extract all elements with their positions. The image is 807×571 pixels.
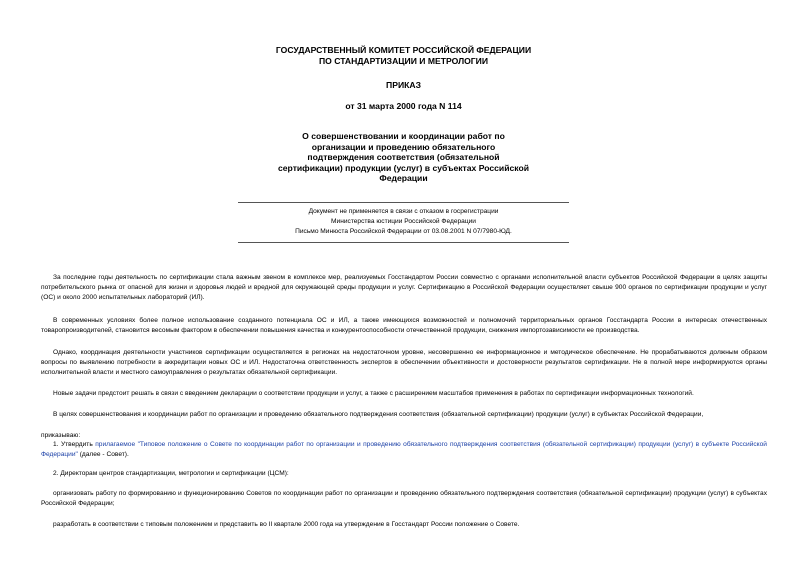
document-type: ПРИКАЗ bbox=[386, 80, 421, 90]
notice-line-3: Письмо Минюста Российской Федерации от 03.08.2001 N 07/7980-ЮД. bbox=[295, 228, 512, 235]
paragraph-2: В современных условиях более полное использование созданного потенциала ОС и ИЛ, а также имеющихся возможностей и полномочий территориальных органов Госстандарта России в интересах отечественных товаропроизводителей, становится весомым фактором в обеспечении повышения качества и конкурентоспособности отечественной продукции, снижения импортозависимости ее производства. bbox=[41, 317, 767, 335]
paragraph-3: Однако, координация деятельности участников сертификации осуществляется в регионах на недостаточном уровне, несовершенно ее информационное и методическое обеспечение. Не прорабатываются должным образом вопросы по выявлению потребности в аккредитации новых ОС и ИЛ. Недостаточна ответственность экспертов в обеспечении объективности и достоверности результатов сертификации. Не в полной мере информируются органы исполнительной власти и местного самоуправления о результатах обязательной сертификации. bbox=[41, 349, 767, 377]
document-date-number: от 31 марта 2000 года N 114 bbox=[345, 101, 462, 111]
notice-line-2: Министерства юстиции Российской Федерации bbox=[331, 218, 476, 225]
notice-line-1: Документ не применяется в связи с отказом в госрегистрации bbox=[308, 208, 499, 215]
status-notice bbox=[238, 202, 569, 243]
authority-line-1: ГОСУДАРСТВЕННЫЙ КОМИТЕТ РОССИЙСКОЙ ФЕДЕРАЦИИ bbox=[275, 45, 532, 55]
item-1-prefix: 1. Утвердить bbox=[53, 441, 93, 448]
paragraph-item-2-b: разработать в соответствии с типовым положением и представить во II квартале 2000 года на утверждение в Госстандарт России положение о Совете. bbox=[53, 521, 520, 528]
paragraph-item-2: 2. Директорам центров стандартизации, метрологии и сертификации (ЦСМ): bbox=[53, 470, 289, 477]
paragraph-order-word: приказываю: bbox=[41, 432, 81, 439]
paragraph-5: В целях совершенствования и координации работ по организации и проведению обязательного подтверждения соответствия (обязательной сертификации) продукции (услуг) в субъектах Российской Федерации, bbox=[53, 411, 704, 418]
authority-line-2: ПО СТАНДАРТИЗАЦИИ И МЕТРОЛОГИИ bbox=[318, 56, 489, 66]
paragraph-item-1 bbox=[41, 440, 767, 460]
item-1-suffix: (далее - Совет). bbox=[77, 451, 129, 459]
issuing-authority bbox=[0, 45, 807, 67]
document-subject: О совершенствовании и координации работ по организации и проведению обязательного подтверждения соответствия (обязательной сертификации) продукции (услуг) в субъектах Российской Федерации bbox=[278, 131, 529, 184]
paragraph-item-2-a: организовать работу по формированию и функционированию Советов по координации работ по организации и проведению обязательного подтверждения соответствия (обязательной сертификации) продукции (услуг) в субъектах Российской Федерации; bbox=[41, 490, 767, 508]
typical-regulation-link[interactable]: прилагаемое "Типовое положение о Совете по координации работ по организации и проведению обязательного подтверждения соответствия (обязательной сертификации) продукции (услуг) в субъекте Российской Федерации" bbox=[41, 441, 767, 459]
paragraph-4: Новые задачи предстоит решать в связи с введением декларации о соответствии продукции и услуг, а также с расширением масштабов применения в работах по сертификации информационных технологий. bbox=[53, 390, 694, 397]
paragraph-1: За последние годы деятельность по сертификации стала важным звеном в комплексе мер, реализуемых Госстандартом России совместно с органами исполнительной власти субъектов Российской Федерации в целях защиты потребительского рынка от опасной для жизни и здоровья людей и вредной для окружающей среды продукции и услуг. Сертификацию в Российской Федерации осуществляет свыше 900 органов по сертификации продукции и услуг (ОС) и около 2000 испытательных лабораторий (ИЛ). bbox=[41, 274, 767, 302]
